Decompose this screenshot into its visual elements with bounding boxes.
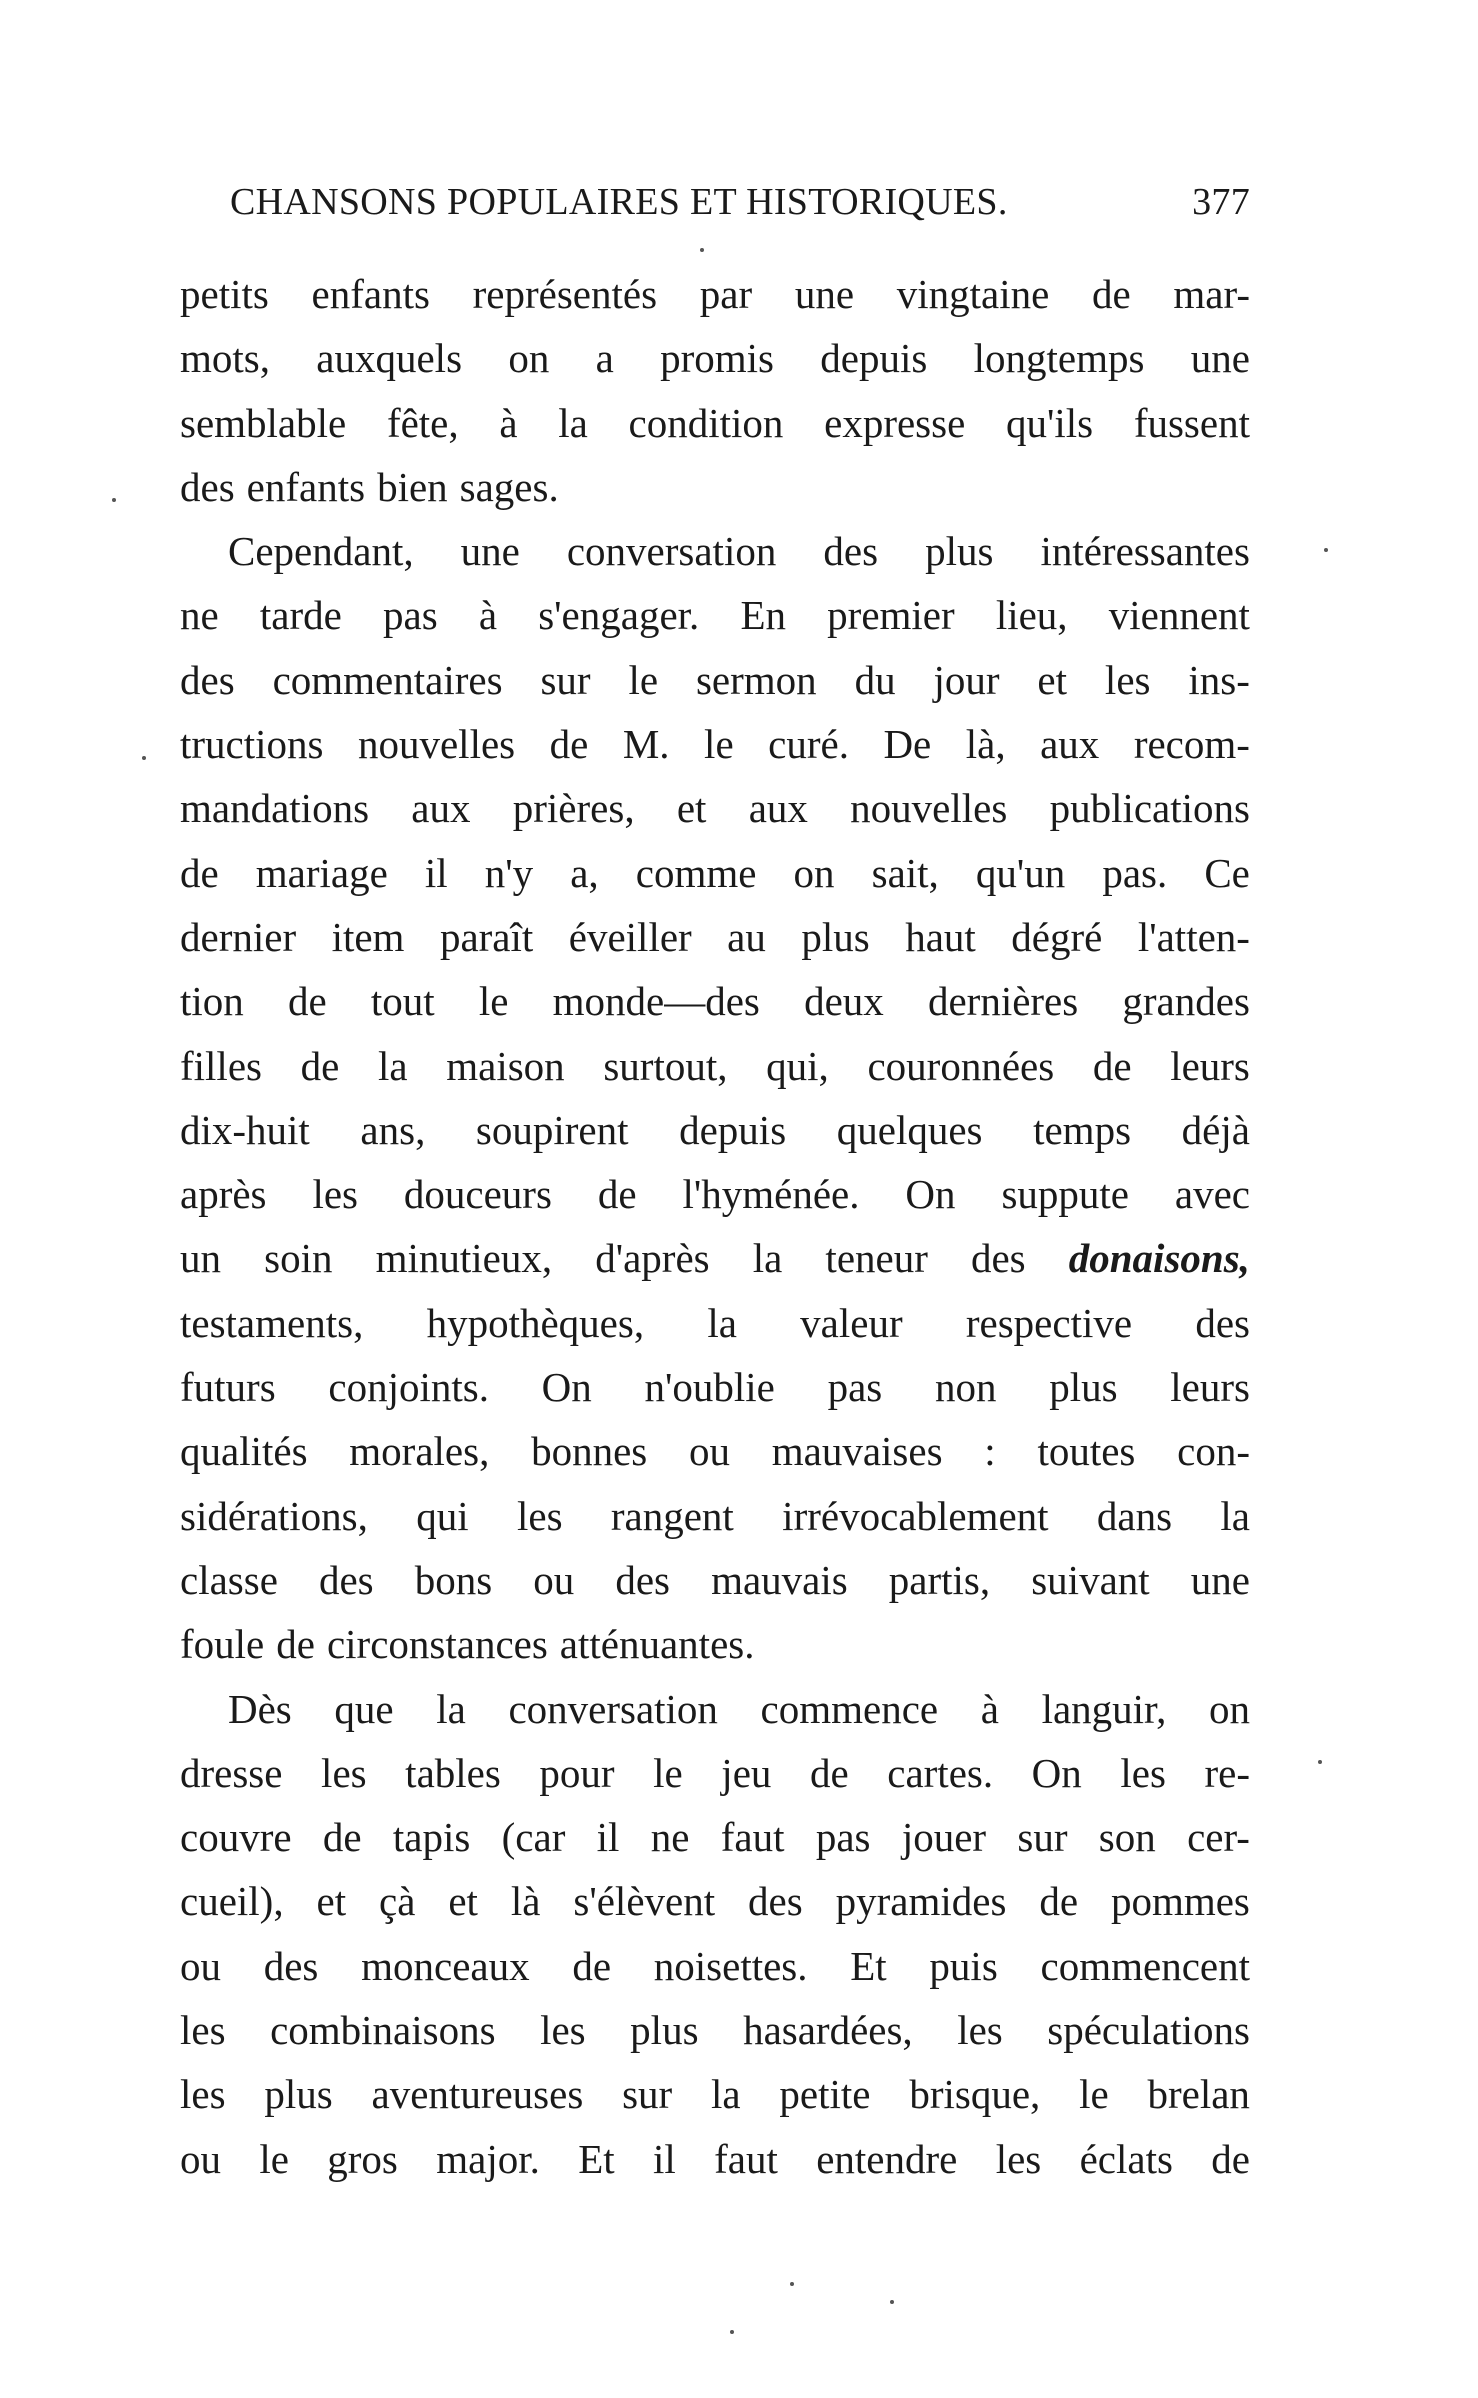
word: rangent	[610, 1492, 734, 1539]
word: respective	[965, 1299, 1133, 1346]
word: s'engager.	[538, 592, 700, 639]
word: la	[436, 1685, 466, 1732]
word: soin	[264, 1235, 333, 1282]
text-line	[180, 583, 1250, 647]
word: tion	[180, 978, 244, 1025]
text-line	[180, 1934, 1250, 1998]
word: la	[711, 2071, 741, 2118]
scan-speck	[1318, 1760, 1322, 1764]
word: mots,	[180, 335, 270, 382]
word: paraît	[439, 913, 534, 960]
word: viennent	[1108, 592, 1250, 639]
running-head	[230, 180, 1250, 230]
word: une	[1190, 335, 1250, 382]
word: après	[180, 1171, 267, 1218]
word: depuis	[679, 1106, 787, 1153]
word: de	[597, 1171, 637, 1218]
word: intéressantes	[1040, 528, 1250, 575]
word: sidérations,	[180, 1492, 368, 1539]
word: des	[263, 1942, 319, 1989]
word: tout	[370, 978, 435, 1025]
word: futurs	[180, 1364, 276, 1411]
word: qu'un	[975, 849, 1066, 896]
word: le	[628, 656, 659, 703]
scan-speck	[1324, 548, 1328, 552]
word: des	[1195, 1299, 1250, 1346]
word: une	[1190, 1556, 1250, 1603]
word: non	[934, 1364, 997, 1411]
text-line	[180, 1677, 1250, 1741]
word: une	[460, 528, 520, 575]
text-line	[180, 905, 1250, 969]
word: nouvelles	[357, 721, 516, 768]
word: dernier	[180, 913, 297, 960]
word: spéculations	[1047, 2007, 1250, 2054]
word: déjà	[1181, 1106, 1250, 1153]
word: En	[740, 592, 786, 639]
word: surtout,	[603, 1042, 728, 1089]
word: ne	[650, 1814, 690, 1861]
word: Ce	[1204, 849, 1250, 896]
word: classe	[180, 1556, 278, 1603]
word: comme	[635, 849, 757, 896]
word: mauvais	[711, 1556, 848, 1603]
word: ou	[180, 1942, 221, 1989]
text-line	[180, 2062, 1250, 2126]
word: s'élèvent	[573, 1878, 716, 1925]
word: tructions	[180, 721, 324, 768]
word: depuis	[820, 335, 928, 382]
word: çà	[379, 1878, 416, 1925]
word: ans,	[360, 1106, 426, 1153]
word: pas	[827, 1364, 883, 1411]
word: au	[727, 913, 766, 960]
word: là,	[965, 721, 1006, 768]
word: Dès	[228, 1685, 292, 1732]
word: douceurs	[403, 1171, 552, 1218]
word: haut	[905, 913, 976, 960]
word: n'y	[484, 849, 534, 896]
word: les	[516, 1492, 563, 1539]
text-line	[180, 841, 1250, 905]
word: condition	[628, 399, 784, 446]
scan-speck	[730, 2330, 734, 2334]
word: puis	[929, 1942, 998, 1989]
word: prières,	[512, 785, 635, 832]
word: les	[312, 1171, 358, 1218]
word: noisettes.	[653, 1942, 808, 1989]
word: irrévocablement	[782, 1492, 1049, 1539]
word: plus	[1049, 1364, 1118, 1411]
word: mauvaises	[771, 1428, 943, 1475]
word: dernières	[927, 978, 1079, 1025]
word: brelan	[1147, 2071, 1250, 2118]
word: fussent	[1133, 399, 1250, 446]
word: Et	[578, 2135, 615, 2182]
word: quelques	[836, 1106, 983, 1153]
word: enfants	[311, 271, 430, 317]
word: les	[180, 2007, 226, 2054]
word: pommes	[1110, 1878, 1250, 1925]
word: ou	[180, 2135, 221, 2182]
word: le	[1079, 2071, 1109, 2118]
word: l'hyménée.	[682, 1171, 860, 1218]
word: hypothèques,	[426, 1299, 645, 1346]
text-line	[180, 648, 1250, 712]
word: mariage	[255, 849, 388, 896]
word: entendre	[816, 2135, 958, 2182]
word: des	[318, 1556, 374, 1603]
word: con-	[1177, 1428, 1250, 1475]
word: pas.	[1102, 849, 1168, 896]
word: jeu	[721, 1749, 772, 1796]
word: plus	[264, 2071, 333, 2118]
word: on	[508, 335, 550, 382]
word: des	[970, 1235, 1026, 1282]
word: les	[995, 2135, 1042, 2182]
word: tapis	[392, 1814, 471, 1861]
word: tarde	[259, 592, 342, 639]
word: dans	[1096, 1492, 1173, 1539]
word: le	[259, 2135, 289, 2182]
word: ou	[688, 1428, 730, 1475]
word: avec	[1174, 1171, 1250, 1218]
text-line	[180, 2127, 1250, 2191]
word: de	[572, 1942, 612, 1989]
word: semblable	[180, 399, 347, 446]
text-line	[180, 1098, 1250, 1162]
word: la	[378, 1042, 408, 1089]
word: hasardées,	[743, 2007, 913, 2054]
word: brisque,	[909, 2071, 1041, 2118]
text-line	[180, 1548, 1250, 1612]
word: la	[707, 1299, 737, 1346]
word: pour	[539, 1749, 615, 1796]
word: a,	[570, 849, 599, 896]
word: jour	[933, 656, 1000, 703]
word: aux	[748, 785, 808, 832]
word: major.	[436, 2135, 540, 2182]
word: à	[499, 399, 518, 446]
word: minutieux,	[375, 1235, 553, 1282]
word: On	[905, 1171, 956, 1218]
word: maison	[446, 1042, 565, 1089]
word: ins-	[1188, 656, 1250, 703]
word: On	[1031, 1749, 1082, 1796]
word: que	[334, 1685, 394, 1732]
text-line	[180, 1805, 1250, 1869]
word: éveiller	[568, 913, 692, 960]
word: bonnes	[531, 1428, 648, 1475]
word: qualités	[180, 1428, 308, 1475]
word: sur	[540, 656, 591, 703]
word: de	[276, 1621, 315, 1668]
word: éclats	[1079, 2135, 1173, 2182]
text-line	[180, 1355, 1250, 1419]
word: On	[541, 1364, 592, 1411]
word: la	[752, 1235, 783, 1282]
word: du	[854, 656, 896, 703]
word: petite	[779, 2071, 871, 2118]
text-line	[180, 712, 1250, 776]
word: De	[883, 721, 932, 768]
word: lieu,	[995, 592, 1068, 639]
word: foule	[180, 1621, 265, 1668]
word: les	[321, 1749, 367, 1796]
word: pas	[383, 592, 438, 639]
word: de	[322, 1814, 362, 1861]
word: monceaux	[361, 1942, 530, 1989]
word: qui	[416, 1492, 469, 1539]
word: morales,	[349, 1428, 490, 1475]
word: et	[316, 1878, 347, 1925]
word: il	[596, 1814, 620, 1861]
text-line	[180, 391, 1250, 455]
word: les	[1120, 1749, 1166, 1796]
word: item	[331, 913, 405, 960]
word: conjoints.	[328, 1364, 489, 1411]
word: tables	[405, 1749, 501, 1796]
word: commencent	[1040, 1942, 1250, 1989]
text-line	[180, 1162, 1250, 1226]
word: n'oublie	[644, 1364, 775, 1411]
running-title: CHANSONS POPULAIRES ET HISTORIQUES.	[230, 181, 1008, 223]
word: l'atten-	[1137, 913, 1250, 960]
word: leurs	[1170, 1364, 1250, 1411]
word: de	[287, 978, 327, 1025]
word: de	[549, 721, 589, 768]
word: Et	[850, 1942, 887, 1989]
word: on	[793, 849, 835, 896]
word: et	[448, 1878, 478, 1925]
word: soupirent	[475, 1106, 629, 1153]
word: deux	[804, 978, 884, 1025]
word: des	[180, 463, 235, 510]
word: petits	[180, 271, 269, 317]
word: gros	[327, 2135, 398, 2182]
word: le	[478, 978, 509, 1025]
page-number: 377	[1192, 181, 1250, 223]
word: mar-	[1173, 271, 1250, 317]
word: teneur	[825, 1235, 928, 1282]
word: sur	[1017, 1814, 1068, 1861]
word: les	[180, 2071, 226, 2118]
word: testaments,	[180, 1299, 364, 1346]
word: de	[1092, 1042, 1132, 1089]
text-line	[180, 1291, 1250, 1355]
word: représentés	[472, 271, 658, 317]
word: bien	[377, 463, 448, 510]
word: valeur	[800, 1299, 903, 1346]
word: plus	[925, 528, 994, 575]
word: un	[180, 1235, 221, 1282]
text-line	[180, 1869, 1250, 1933]
word: dégré	[1011, 913, 1103, 960]
word: jouer	[901, 1814, 987, 1861]
word: cer-	[1187, 1814, 1250, 1861]
word: les	[540, 2007, 586, 2054]
word: faut	[720, 1814, 785, 1861]
word: premier	[827, 592, 955, 639]
text-line	[180, 969, 1250, 1033]
word: aux	[1040, 721, 1100, 768]
word: son	[1098, 1814, 1156, 1861]
word: grandes	[1122, 978, 1250, 1025]
word: ou	[533, 1556, 575, 1603]
word: faut	[714, 2135, 778, 2182]
word: fête,	[386, 399, 459, 446]
body-text	[180, 262, 1250, 2191]
word: sermon	[695, 656, 817, 703]
word: les	[1104, 656, 1151, 703]
word: des	[823, 528, 879, 575]
word: on	[1208, 1685, 1250, 1732]
word: temps	[1033, 1106, 1132, 1153]
word: filles	[180, 1042, 262, 1089]
text-line	[180, 1419, 1250, 1483]
word: suppute	[1001, 1171, 1129, 1218]
word: combinaisons	[270, 2007, 496, 2054]
scan-speck	[890, 2300, 894, 2304]
word: des	[615, 1556, 670, 1603]
word: (car	[501, 1814, 566, 1861]
word: curé.	[768, 721, 849, 768]
word: pyramides	[835, 1878, 1007, 1925]
word: ne	[180, 592, 219, 639]
word: le	[704, 721, 734, 768]
word: il	[424, 849, 448, 896]
word: enfants	[246, 463, 366, 510]
text-line	[180, 1484, 1250, 1548]
word: une	[794, 271, 855, 317]
word: circonstances	[326, 1621, 548, 1668]
word: re-	[1204, 1749, 1250, 1796]
word: par	[699, 271, 753, 317]
scan-speck	[142, 756, 146, 760]
word: atténuantes.	[559, 1621, 755, 1668]
word: plus	[630, 2007, 699, 2054]
word: de	[1092, 271, 1131, 317]
word: pas	[815, 1814, 871, 1861]
text-line	[180, 1612, 1250, 1676]
text-line	[180, 519, 1250, 583]
word: cueil),	[180, 1878, 284, 1925]
word: recom-	[1133, 721, 1250, 768]
word: donaisons,	[1068, 1235, 1250, 1282]
word: languir,	[1041, 1685, 1167, 1732]
word: expresse	[824, 399, 966, 446]
word: qu'ils	[1006, 399, 1094, 446]
word: des	[180, 656, 235, 703]
word: leurs	[1170, 1042, 1250, 1089]
word: suivant	[1031, 1556, 1150, 1603]
word: a	[595, 335, 614, 382]
word: le	[653, 1749, 683, 1796]
word: nouvelles	[850, 785, 1008, 832]
word: de	[180, 849, 219, 896]
word: auxquels	[316, 335, 463, 382]
word: aventureuses	[371, 2071, 584, 2118]
word: de	[1211, 2135, 1250, 2182]
text-line	[180, 455, 1250, 519]
text-line	[180, 1034, 1250, 1098]
scan-speck	[700, 248, 704, 252]
word: vingtaine	[896, 271, 1050, 317]
text-line	[180, 1741, 1250, 1805]
word: sait,	[871, 849, 939, 896]
text-line	[180, 262, 1250, 326]
word: dix-huit	[180, 1106, 310, 1153]
word: longtemps	[973, 335, 1145, 382]
text-line	[180, 326, 1250, 390]
word: toutes	[1037, 1428, 1136, 1475]
scan-speck	[112, 498, 116, 502]
word: des	[748, 1878, 803, 1925]
word: couronnées	[867, 1042, 1055, 1089]
word: partis,	[888, 1556, 991, 1603]
word: à	[478, 592, 498, 639]
word: qui,	[766, 1042, 829, 1089]
word: conversation	[508, 1685, 718, 1732]
word: de	[300, 1042, 340, 1089]
word: et	[676, 785, 707, 832]
word: là	[510, 1878, 541, 1925]
word: de	[809, 1749, 849, 1796]
word: dresse	[180, 1749, 283, 1796]
word: de	[1039, 1878, 1079, 1925]
word: plus	[801, 913, 870, 960]
word: bons	[414, 1556, 493, 1603]
word: sur	[622, 2071, 673, 2118]
word: à	[980, 1685, 999, 1732]
word: aux	[411, 785, 471, 832]
word: la	[558, 399, 588, 446]
word: les	[957, 2007, 1003, 2054]
word: commentaires	[272, 656, 503, 703]
word: promis	[660, 335, 774, 382]
word: monde—des	[552, 978, 760, 1025]
text-line	[180, 1226, 1250, 1290]
word: commence	[760, 1685, 939, 1732]
word: il	[652, 2135, 676, 2182]
word: :	[984, 1428, 996, 1475]
word: la	[1220, 1492, 1250, 1539]
word: mandations	[180, 785, 370, 832]
word: d'après	[595, 1235, 710, 1282]
word: publications	[1049, 785, 1250, 832]
word: conversation	[566, 528, 777, 575]
word: couvre	[180, 1814, 292, 1861]
word: M.	[622, 721, 670, 768]
text-line	[180, 1998, 1250, 2062]
word: cartes.	[887, 1749, 994, 1796]
word: et	[1037, 656, 1068, 703]
scan-speck	[790, 2282, 794, 2286]
text-line	[180, 776, 1250, 840]
word: sages.	[459, 463, 559, 510]
word: Cependant,	[228, 528, 414, 575]
